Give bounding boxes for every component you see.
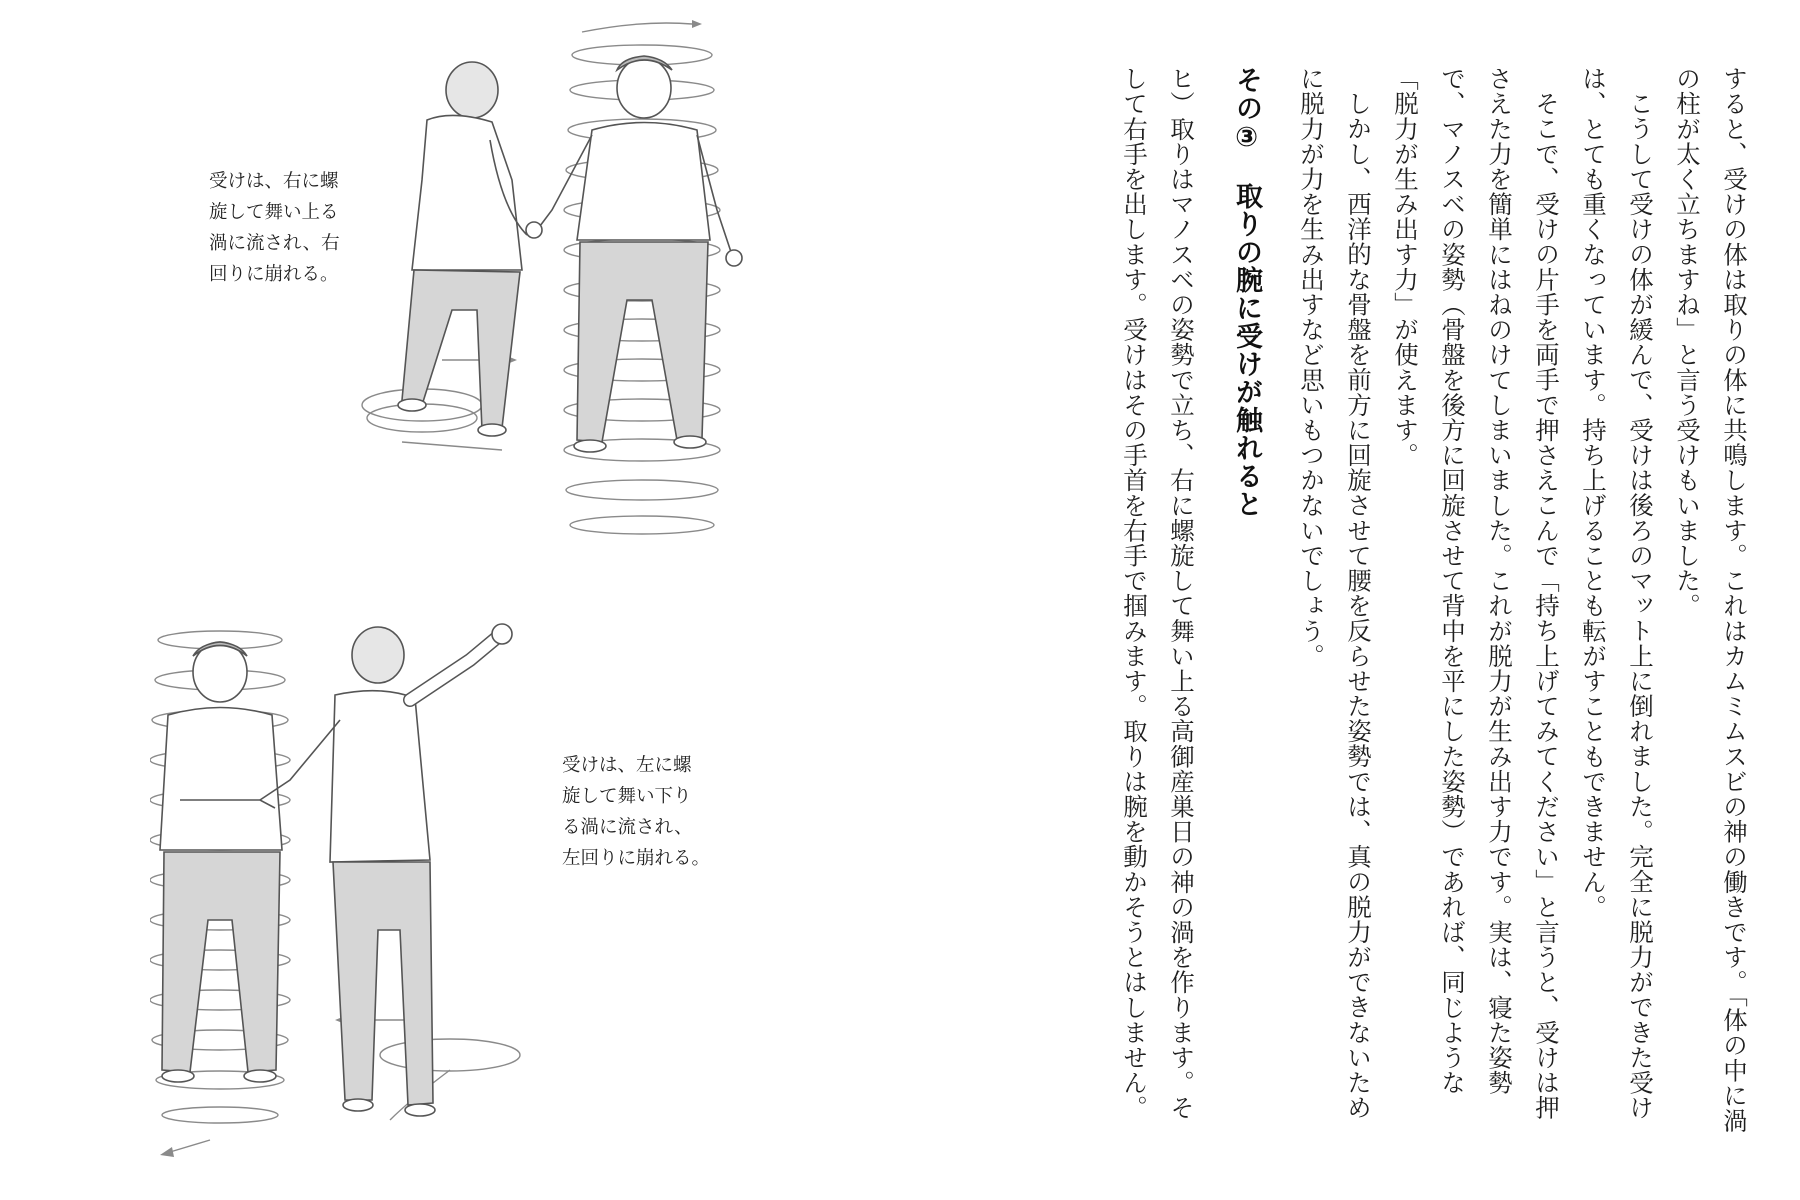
paragraph-3: そこで、受けの片手を両手で押さえこんで「持ち上げてみてください」と言うと、受けは押さえた力を簡単にはねのけてしまいました。これが脱力が生み出す力です。実は、寝た姿勢で、マノスベの姿勢（骨盤を後方に回旋させて背中を平にした姿勢）であれば、同じような「脱力が生み出す力」が使えます。 xyxy=(1391,66,1561,1120)
paragraph-5: ヒ）取りはマノスベの姿勢で立ち、右に螺旋して舞い上る高御産巣日の神の渦を作ります。そして右手を出します。受けはその手首を右手で掴みます。取りは腕を動かそうとはしません。 xyxy=(1120,66,1196,1121)
illustration-spiral-up xyxy=(352,10,812,550)
caption-spiral-down: 受けは、左に螺 旋して舞い下り る渦に流され、 左回りに崩れる。 xyxy=(562,755,711,869)
paragraph-1: すると、受けの体は取りの体に共鳴します。これはカムミムスビの神の働きです。「体の中に渦の柱が太く立ちますね」と言う受けもいました。 xyxy=(1673,66,1749,1134)
section-heading: その③ 取りの腕に受けが触れると xyxy=(1231,66,1262,518)
spiral-down-drawing xyxy=(150,600,610,1160)
body-text xyxy=(1111,66,1758,1141)
paragraph-4: しかし、西洋的な骨盤を前方に回旋させて腰を反らせた姿勢では、真の脱力ができないために脱力が力を生み出すなど思いもつかないでしょう。 xyxy=(1297,66,1373,1120)
illustration-spiral-down xyxy=(150,600,610,1160)
spiral-up-drawing xyxy=(352,10,812,550)
paragraph-2: こうして受けの体が緩んで、受けは後ろのマット上に倒れました。完全に脱力ができた受けは、とても重くなっています。持ち上げることも転がすこともできません。 xyxy=(1579,66,1655,1120)
caption-spiral-up: 受けは、右に螺 旋して舞い上る 渦に流され、右 回りに崩れる。 xyxy=(209,171,340,285)
